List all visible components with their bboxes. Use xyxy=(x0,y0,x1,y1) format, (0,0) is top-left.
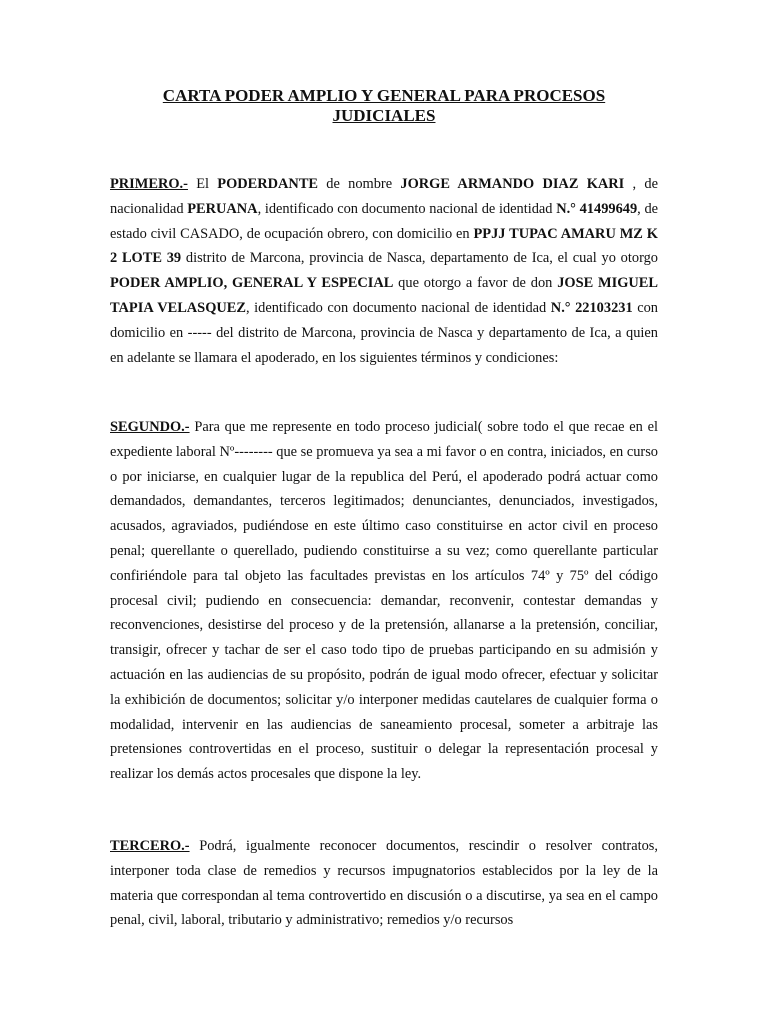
clause-tercero-text: Podrá, igualmente reconocer documentos, rescindir o resolver contratos, interponer toda clase de remedios y recursos impugnatorios establecidos por la ley de la materia que correspondan al tema controvertido en discusión o a discutirse, ya sea en el campo penal, civil, laboral, tributario y administrativo; remedios y/o recursos xyxy=(110,838,658,929)
clause-primero-text-3: , de nacionalidad xyxy=(110,176,658,217)
attorney-name: JOSE MIGUEL TAPIA VELASQUEZ xyxy=(110,275,658,316)
clause-segundo-text: Para que me represente en todo proceso judicial( sobre todo el que recae en el expediente laboral Nº-------- que se promueva ya sea a mi favor o en contra, iniciados, en curso o por iniciarse, en cualquier lugar de la republica del Perú, el apoderado podrá actuar como demandados, demandantes, terceros legitimados; denunciantes, denunciados, investigados, acusados, agraviados, pudiéndose en este último caso constituirse en actor civil en proceso penal; querellante o querellado, pudiendo constituirse a su vez; como querellante particular confiriéndole para tal objeto las facultades previstas en los artículos 74º y 75º del código procesal civil; pudiendo en consecuencia: demandar, reconvenir, contestar demandas y reconvenciones, desistirse del proceso y de la pretensión, allanarse a la pretensión, conciliar, transigir, ofrecer y tachar de ser el caso todo tipo de pruebas participando en su admisión y actuación en las audiencias de su propósito, podrán de igual modo ofrecer, efectuar y solicitar la exhibición de documentos; solicitar y/o interponer medidas cautelares de cualquier forma o modalidad, intervenir en las audiencias de saneamiento procesal, someter a arbitraje las pretensiones controvertidas en el proceso, sustituir o delegar la representación procesal y realizar los demás actos procesales que dispone la ley. xyxy=(110,419,658,783)
clause-primero-text-8: , identificado con documento nacional de identidad xyxy=(245,299,551,316)
clause-primero-text-1: El xyxy=(187,176,218,192)
poderdante-label: PODERDANTE xyxy=(217,176,319,192)
document-title: CARTA PODER AMPLIO Y GENERAL PARA PROCESOS JUDICIALES xyxy=(162,86,606,125)
grantor-name: JORGE ARMANDO DIAZ KARI xyxy=(400,176,625,192)
attorney-dni: N.° 22103231 xyxy=(550,299,633,316)
clause-segundo xyxy=(110,415,658,787)
clause-primero-text-9: con domicilio en ----- del distrito de Marcona, provincia de Nasca y departamento de Ica, a quien en adelante se llamara el apoderado, en los siguientes términos y condiciones: xyxy=(110,299,659,366)
clause-primero-heading: PRIMERO.- xyxy=(110,176,188,192)
clause-primero-text-2: de nombre xyxy=(318,176,401,192)
clause-tercero-heading: TERCERO.- xyxy=(110,838,190,854)
power-type: PODER AMPLIO, GENERAL Y ESPECIAL xyxy=(110,275,394,292)
grantor-nationality: PERUANA xyxy=(187,200,258,217)
clause-primero-text-7: que otorgo a favor de don xyxy=(393,275,558,292)
clause-primero-text-5: , de estado civil CASADO, de ocupación obrero, con domicilio en xyxy=(110,200,659,242)
grantor-address: PPJJ TUPAC AMARU MZ K 2 LOTE 39 xyxy=(110,225,658,267)
clause-primero-text-6: distrito de Marcona, provincia de Nasca, departamento de Ica, el cual yo otorgo xyxy=(181,250,658,267)
clause-primero-text-4: , identificado con documento nacional de identidad xyxy=(257,200,557,217)
grantor-dni: N.° 41499649 xyxy=(556,200,638,217)
clause-tercero xyxy=(110,834,658,933)
clause-segundo-heading: SEGUNDO.- xyxy=(110,419,190,435)
clause-primero xyxy=(110,172,658,370)
